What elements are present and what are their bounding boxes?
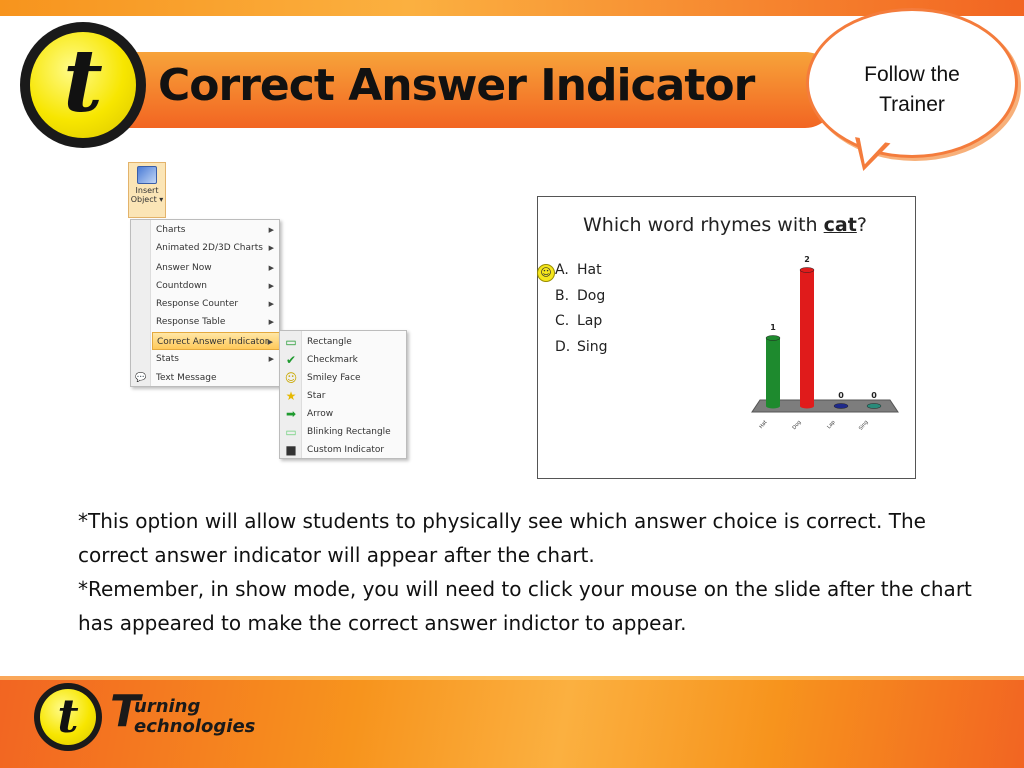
tick-label: Hat [758, 419, 769, 431]
body-paragraph: *Remember, in show mode, you will need to click your mouse on the slide after the chart has appeared to make the correct answer indictor to appear. [78, 577, 972, 635]
menu-item-response-table[interactable]: Response Table ▶ [152, 313, 280, 331]
blinking-rectangle-icon: ▭ [285, 425, 297, 439]
bar-dog [800, 268, 814, 409]
rectangle-icon: ▭ [285, 335, 297, 349]
body-text [78, 504, 978, 640]
bar-hat [766, 336, 780, 409]
submenu-item-custom-indicator[interactable]: Custom Indicator [307, 445, 385, 455]
insert-object-menu [130, 219, 280, 387]
bar-sing [867, 404, 881, 409]
body-paragraph: *This option will allow students to physically see which answer choice is correct. The correct answer indicator will appear after the chart. [78, 509, 926, 567]
turning-logo-icon: t [20, 22, 146, 148]
data-label: 0 [871, 391, 877, 400]
footer-logo-icon: t [34, 683, 102, 751]
answer-option: B. Dog [555, 287, 606, 304]
bar-chart [740, 250, 910, 440]
submenu-arrow-icon: ▶ [268, 300, 274, 308]
submenu-item-star[interactable]: Star [307, 391, 326, 401]
tick-label: Dog [791, 419, 803, 432]
menu-item-countdown[interactable]: Countdown ▶ [152, 277, 280, 295]
submenu-item-arrow[interactable]: Arrow [307, 409, 334, 419]
speech-icon: 💬 [135, 373, 147, 383]
insert-object-icon [137, 166, 157, 184]
data-label: 0 [838, 391, 844, 400]
tick-label: Lap [826, 419, 837, 431]
menu-item-text-message[interactable]: Text Message [156, 373, 217, 383]
bubble-text: Follow the Trainer [864, 63, 960, 116]
correct-answer-indicator-submenu [279, 330, 407, 459]
answer-option: A. Hat [555, 262, 602, 278]
menu-item-answer-now[interactable]: Answer Now ▶ [152, 259, 280, 277]
insert-object-button[interactable] [128, 162, 166, 218]
bar-lap [834, 404, 848, 409]
data-label: 1 [770, 323, 776, 332]
question-keyword: cat [823, 214, 857, 236]
submenu-arrow-icon: ▶ [268, 244, 274, 252]
tick-label: Sing [857, 419, 870, 432]
submenu-arrow-icon: ▶ [267, 338, 273, 346]
arrow-icon: ➡ [285, 407, 297, 421]
slide-title: Correct Answer Indicator [158, 60, 755, 111]
menu-item-response-counter[interactable]: Response Counter ▶ [152, 295, 280, 313]
custom-indicator-icon: ■ [285, 443, 297, 457]
menu-item-animated-2d-3d-charts[interactable]: Animated 2D/3D Charts ▶ [152, 239, 280, 257]
question-title: Which word rhymes with cat? [583, 214, 867, 236]
submenu-arrow-icon: ▶ [268, 282, 274, 290]
menu-item-stats[interactable]: Stats ▶ [152, 350, 280, 368]
menu-item-charts[interactable]: Charts ▶ [152, 221, 280, 239]
insert-object-label: Insert Object ▾ [130, 186, 164, 204]
submenu-item-smiley-face[interactable]: Smiley Face [307, 373, 361, 383]
checkmark-icon: ✔ [285, 353, 297, 367]
submenu-arrow-icon: ▶ [268, 318, 274, 326]
star-icon: ★ [285, 389, 297, 403]
data-label: 2 [804, 255, 810, 264]
submenu-arrow-icon: ▶ [268, 264, 274, 272]
smiley-face-icon: ☺ [537, 264, 555, 282]
submenu-item-checkmark[interactable]: Checkmark [307, 355, 358, 365]
submenu-item-blinking-rectangle[interactable]: Blinking Rectangle [307, 427, 391, 437]
submenu-item-rectangle[interactable]: Rectangle [307, 337, 352, 347]
submenu-arrow-icon: ▶ [268, 355, 274, 363]
answer-option: D. Sing [555, 338, 608, 355]
smiley-icon: ☺ [284, 371, 298, 385]
menu-item-correct-answer-indicator[interactable]: Correct Answer Indicator ▶ [152, 332, 280, 350]
submenu-arrow-icon: ▶ [268, 226, 274, 234]
answer-option: C. Lap [555, 313, 603, 329]
